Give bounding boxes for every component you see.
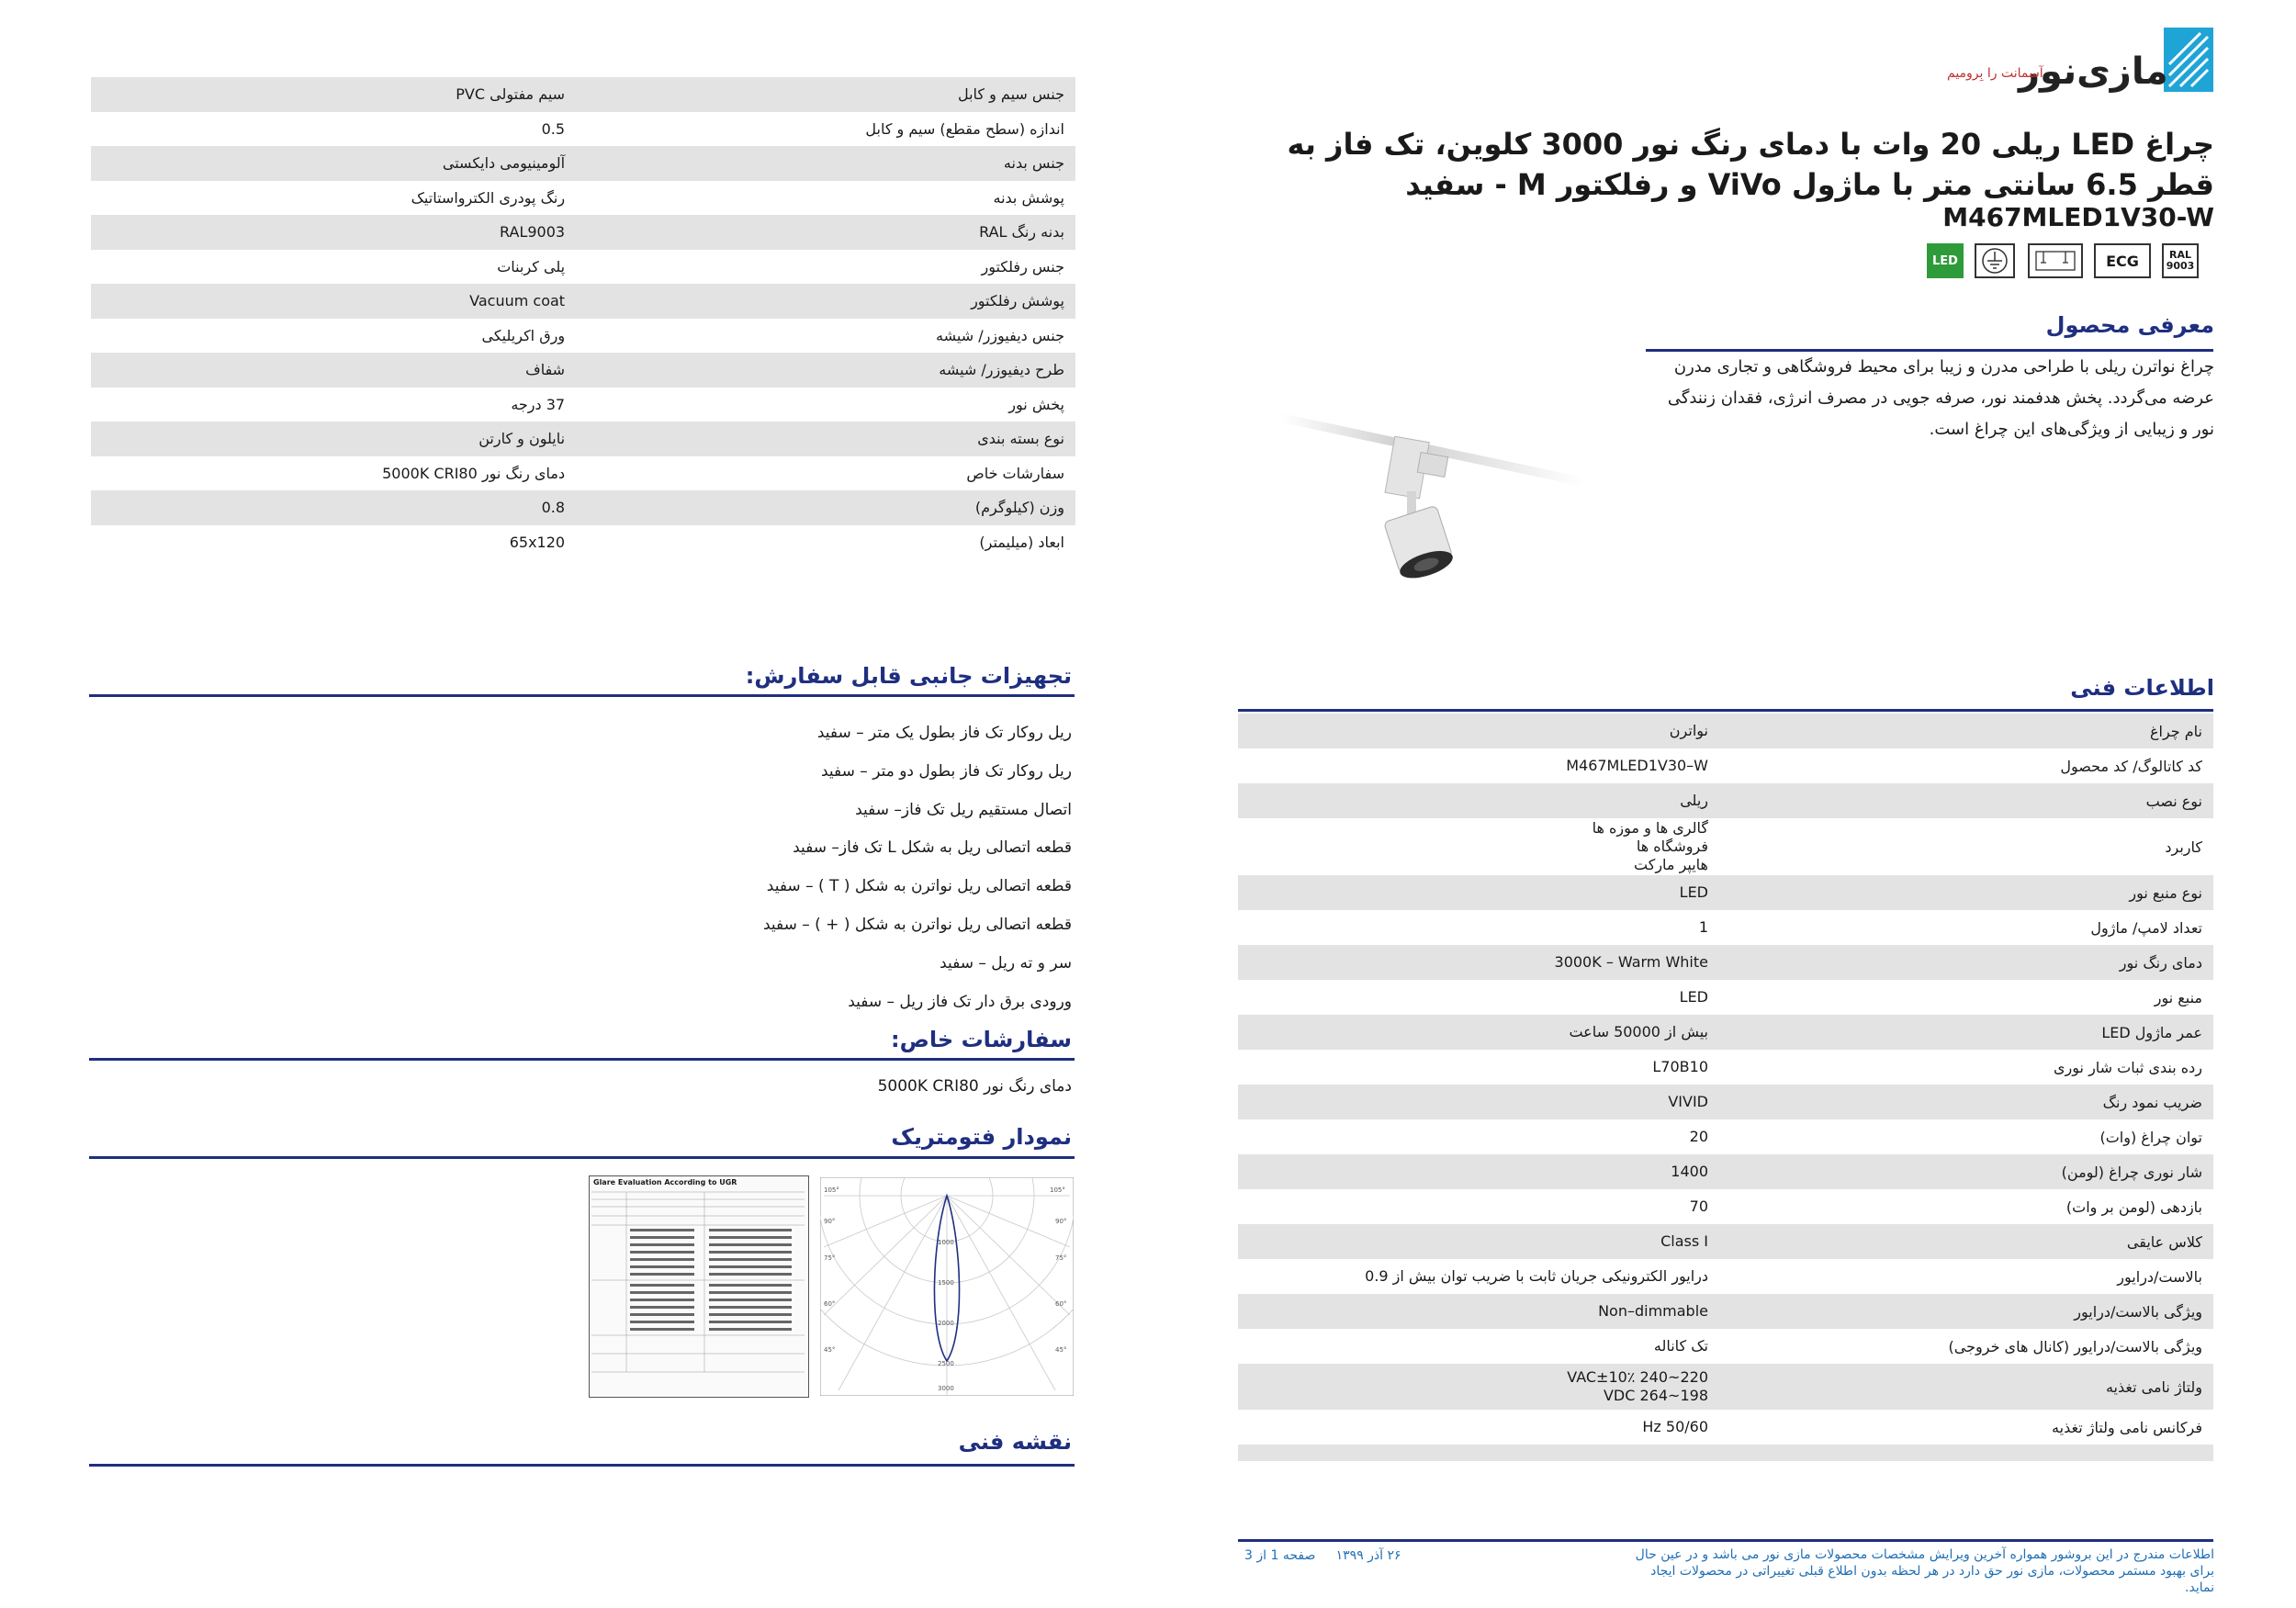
tech-row [1238,875,2213,910]
spec-label: بدنه رنگ RAL [979,223,1064,242]
tech-label: کد کاتالوگ/ کد محصول [2060,757,2202,775]
tech-row [1238,748,2213,783]
spec-label: سفارشات خاص [966,464,1064,482]
tech-label: شار نوری چراغ (لومن) [2061,1163,2202,1181]
accessory-item: سر و ته ریل – سفید [940,953,1072,973]
polar-label: 75° [1055,1254,1067,1262]
spec-label: وزن (کیلوگرم) [974,499,1064,517]
tech-row [1238,1015,2213,1050]
spec-value: شفاف [525,361,566,379]
polar-light-distribution-diagram [820,1177,1074,1396]
spec-row [91,388,1075,422]
product-image [1281,404,1593,588]
accessory-item: ریل روکار تک فاز بطول دو متر – سفید [820,761,1072,781]
spec-label: اندازه (سطح مقطع) سیم و کابل [865,119,1064,138]
special-order-item: دمای رنگ نور 5000K CRI80 [877,1077,1072,1096]
polar-label: 60° [1055,1300,1067,1308]
tech-label: عمر ماژول LED [2101,1023,2202,1041]
brand-logo-text: مازی‌نور [2019,51,2168,93]
tech-label: توان چراغ (وات) [2099,1128,2202,1146]
accessory-item: ورودی برق دار تک فاز ریل – سفید [848,992,1072,1011]
ral-badge-top: RAL [2169,249,2191,261]
tech-info-title: اطلاعات فنی [2070,675,2214,701]
tech-value: 1 [1698,918,1708,936]
tech-row [1238,1259,2213,1294]
led-badge-label: LED [1932,253,1958,268]
spec-value: سیم مفتولی PVC [456,85,566,104]
led-badge [1927,243,1964,278]
mounting-symbol-badge [2028,243,2083,278]
polar-label: 1000 [938,1239,954,1246]
polar-label: 2500 [938,1360,954,1367]
spec-value: دمای رنگ نور 5000K CRI80 [382,464,566,482]
polar-label: 45° [824,1346,836,1354]
tech-label: کاربرد [2165,838,2202,856]
divider [89,1156,1075,1159]
tech-value: نواترن [1669,722,1708,739]
polar-label: 60° [824,1300,836,1308]
footer-page-info [1244,1548,1401,1563]
tech-row [1238,980,2213,1015]
brand-tagline: آسمانت را بِرومیم [1947,66,2043,81]
accessories-title: تجهیزات جانبی قابل سفارش: [745,663,1072,689]
ground-icon [1981,247,2009,275]
spec-value: 65x120 [509,533,566,551]
technical-drawing-title: نقشه فنی [958,1429,1072,1455]
footer-page-number: صفحه 1 از 3 [1244,1548,1316,1563]
spec-row [91,525,1075,560]
tech-label: نوع نصب [2145,792,2202,810]
tech-value: درایور الکترونیکی جریان ثابت با ضریب توان بیش از 0.9 [1365,1267,1708,1285]
spec-row [91,456,1075,491]
tech-value: 220~240 VAC±10٪ 198~264 VDC [1567,1368,1708,1404]
spec-value: پلی کربنات [497,257,566,275]
ugr-table-title: Glare Evaluation According to UGR [593,1178,737,1186]
spec-row [91,490,1075,525]
spec-label: نوع بسته بندی [977,430,1064,448]
intro-title: معرفی محصول [2045,312,2214,338]
spec-label: جنس بدنه [1003,154,1064,173]
spec-label: طرح دیفیوزر/ شیشه [939,361,1064,379]
tech-label: ضریب نمود رنگ [2102,1093,2202,1111]
divider [89,694,1075,697]
tech-value: 50/60 Hz [1642,1418,1708,1435]
tech-value: 20 [1689,1128,1708,1145]
spec-value: RAL9003 [500,223,566,242]
special-orders-title: سفارشات خاص: [891,1027,1072,1052]
spec-label: جنس دیفیوزر/ شیشه [936,326,1064,344]
polar-label: 105° [1050,1186,1065,1194]
tech-value: L70B10 [1652,1058,1708,1075]
tech-row [1238,1445,2213,1461]
tech-row [1238,1329,2213,1364]
tech-row [1238,714,2213,748]
tech-label: تعداد لامپ/ ماژول [2090,918,2202,937]
tech-label: ویژگی بالاست/درایور (کانال های خروجی) [1948,1337,2202,1355]
tech-label: بازدهی (لومن بر وات) [2065,1198,2202,1216]
ral-badge [2162,243,2199,278]
tech-label: بالاست/درایور [2117,1267,2202,1286]
polar-label: 105° [824,1186,839,1194]
polar-label: 90° [1055,1218,1067,1225]
tech-label: منبع نور [2154,988,2202,1006]
ugr-glare-table [589,1175,809,1398]
spec-value: 0.5 [541,119,566,138]
tech-value: M467MLED1V30–W [1566,757,1708,774]
tech-value: Class I [1660,1232,1708,1250]
tech-value: LED [1679,988,1708,1006]
spec-row [91,353,1075,388]
polar-label: 90° [824,1218,836,1225]
technical-info-table [1238,714,2213,1461]
polar-label: 2000 [938,1320,954,1327]
ecg-badge [2094,243,2151,278]
tech-row [1238,1224,2213,1259]
ground-symbol-badge [1975,243,2015,278]
tech-row [1238,1189,2213,1224]
photometric-title: نمودار فتومتریک [891,1124,1072,1150]
tech-label: نوع منبع نور [2129,883,2202,902]
spec-row [91,77,1075,112]
polar-label: 45° [1055,1346,1067,1354]
tech-value: 1400 [1671,1163,1708,1180]
tech-row [1238,910,2213,945]
product-title: چراغ LED ریلی 20 وات با دمای رنگ نور 3000 کلوین، تک فاز به قطر 6.5 سانتی متر با ماژول ViVo و رفلکتور M - سفید [1287,127,2214,202]
accessory-item: قطعه اتصالی ریل نواترن به شکل ( + ) – سفید [762,915,1072,934]
spec-row [91,319,1075,354]
divider [89,1464,1075,1467]
tech-row [1238,783,2213,818]
spec-row [91,181,1075,216]
tech-value: تک کاناله [1653,1337,1708,1355]
spec-value: نایلون و کارتن [478,430,566,448]
footer-disclaimer: اطلاعات مندرج در این بروشور همواره آخرین ویرایش مشخصات محصولات مازی نور می باشد و در عین حال برای بهبود مستمر محصولات، مازی نور حق دارد در هر لحظه بدون اطلاع قبلی تغییراتی در محصولات ایجاد نماید. [1635,1547,2214,1595]
tech-row [1238,1119,2213,1154]
divider [1238,709,2213,712]
accessories-list [429,719,1072,1026]
spec-label: ابعاد (میلیمتر) [979,533,1064,551]
spec-label: جنس سیم و کابل [957,85,1064,104]
tech-row [1238,1154,2213,1189]
ecg-badge-label: ECG [2106,252,2139,270]
spec-label: جنس رفلکتور [981,257,1064,275]
accessory-item: اتصال مستقیم ریل تک فاز– سفید [855,800,1072,819]
brand-logo-mark [2164,28,2213,92]
tech-row [1238,1085,2213,1119]
accessory-item: ریل روکار تک فاز بطول یک متر – سفید [816,724,1072,742]
tech-label: ولتاژ نامی تغذیه [2105,1377,2202,1396]
tech-value: 70 [1689,1198,1708,1215]
tech-row [1238,1050,2213,1085]
tech-value: LED [1679,883,1708,901]
tech-value: Non–dimmable [1598,1302,1708,1320]
tech-row [1238,945,2213,980]
tech-row [1238,1294,2213,1329]
tech-label: دمای رنگ نور [2119,953,2202,972]
tech-label: فرکانس نامی ولتاژ تغذیه [2052,1418,2202,1436]
footer-divider [1238,1539,2213,1542]
spec-row [91,422,1075,456]
spec-row [91,284,1075,319]
tech-label: ویژگی بالاست/درایور [2074,1302,2202,1321]
accessory-item: قطعه اتصالی ریل به شکل L تک فاز– سفید [793,838,1072,858]
tech-value: VIVID [1668,1093,1708,1110]
accessory-item: قطعه اتصالی ریل نواترن به شکل ( T ) – سفید [766,877,1072,896]
tech-value: بیش از 50000 ساعت [1569,1023,1708,1040]
divider [89,1058,1075,1061]
ugr-table-grid [590,1188,806,1390]
footer-date: ۲۶ آذر ۱۳۹۹ [1335,1548,1401,1563]
tech-label: رده بندی ثبات شار نوری [2054,1058,2202,1076]
tech-value: ریلی [1680,792,1708,809]
product-code: M467MLED1V30-W [1942,202,2214,232]
tech-row [1238,818,2213,875]
spec-value: 37 درجه [511,395,566,413]
spec-row [91,215,1075,250]
spec-value: 0.8 [541,499,566,517]
tech-value: 3000K – Warm White [1554,953,1708,971]
spec-row [91,112,1075,147]
tech-label: نام چراغ [2149,722,2202,740]
ral-badge-bottom: 9003 [2166,260,2195,272]
spec-value: ورق اکریلیکی [481,326,566,344]
tech-row [1238,1410,2213,1445]
spec-value: آلومینیومی دایکستی [442,154,566,173]
mounting-surface-icon [2032,248,2078,274]
tech-value: گالری ها و موزه ها فروشگاه ها هایپر مارکت [1592,819,1708,873]
spec-row [91,146,1075,181]
tech-row [1238,1364,2213,1410]
spec-label: پوشش رفلکتور [971,292,1064,310]
spec-value: رنگ پودری الکترواستاتیک [411,188,566,207]
polar-label: 1500 [938,1279,954,1287]
intro-text: چراغ نواترن ریلی با طراحی مدرن و زیبا برای محیط فروشگاهی و تجاری مدرن عرضه می‌گردد. پخش هدفمند نور، صرفه جویی در مصرف انرژی، فقدان زنندگی نور و زیبایی از ویژگی‌های این چراغ است. [1667,357,2214,439]
spec-value: Vacuum coat [469,292,566,310]
spec-label: پوشش بدنه [993,188,1064,207]
spec-label: پخش نور [1008,395,1064,413]
specifications-table [91,77,1075,559]
tech-label: کلاس عایقی [2126,1232,2202,1251]
spec-row [91,250,1075,285]
polar-label: 3000 [938,1385,954,1392]
polar-label: 75° [824,1254,836,1262]
